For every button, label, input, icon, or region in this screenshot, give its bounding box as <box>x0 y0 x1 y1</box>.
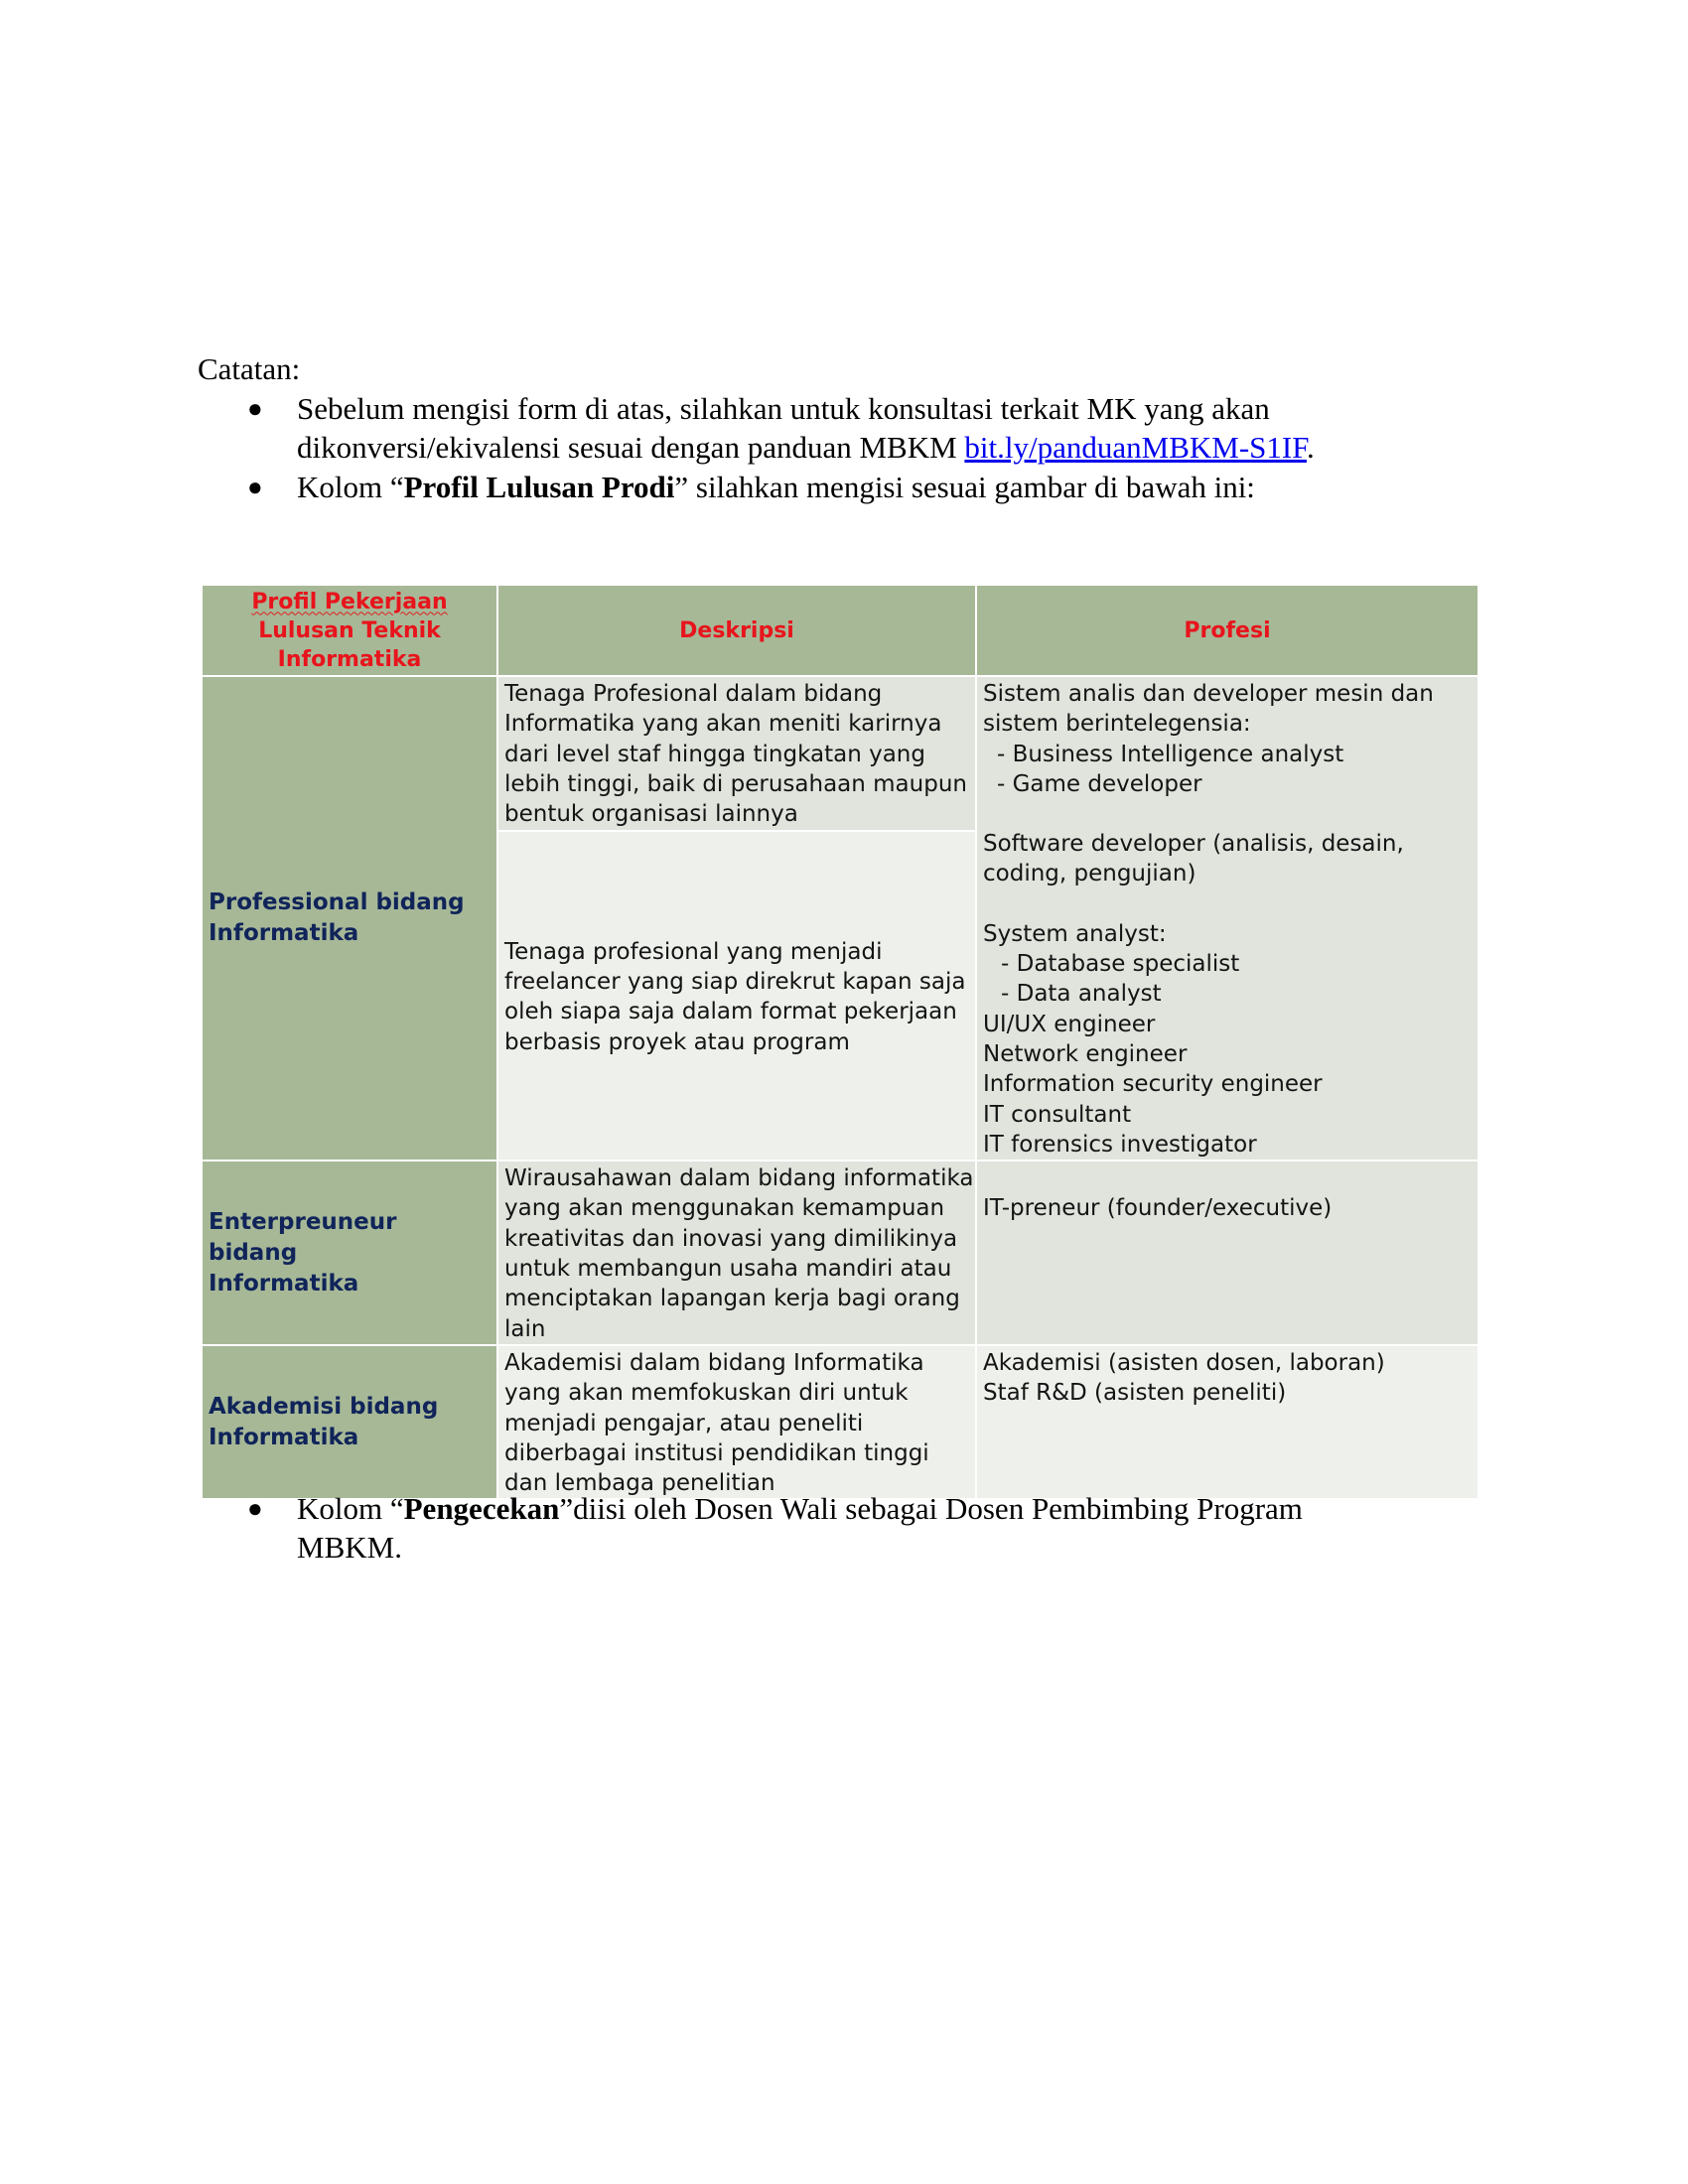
header-col1-line3: Informatika <box>277 646 422 672</box>
bullet-profil-bold: Profil Lulusan Prodi <box>403 470 675 504</box>
category-entrepreneur <box>202 1160 497 1345</box>
profesi-line: - Database specialist <box>1001 951 1240 978</box>
profesi-line: - Data analyst <box>1001 981 1162 1008</box>
notes-bullet-list-bottom <box>198 1489 1469 1567</box>
desc-line: lebih tinggi, baik di perusahaan maupun <box>504 770 967 797</box>
profesi-akademisi <box>976 1345 1478 1499</box>
desc-line: Tenaga profesional yang menjadi <box>504 938 883 965</box>
table-header-row <box>202 585 1478 676</box>
header-col1-line1: Profil Pekerjaan <box>251 589 448 614</box>
profesi-line: Information security engineer <box>983 1071 1323 1098</box>
profesi-line: coding, pengujian) <box>983 861 1196 887</box>
desc-line: oleh siapa saja dalam format pekerjaan <box>504 999 957 1025</box>
desc-line <box>504 709 969 739</box>
profesi-line: IT forensics investigator <box>983 1131 1257 1158</box>
bullet-consultation <box>198 389 1469 467</box>
desc-line: berbasis proyek atau program <box>504 1028 850 1055</box>
category-line: Enterpreuneur bidang <box>209 1208 397 1266</box>
profesi-line: sistem berintelegensia: <box>983 711 1251 738</box>
desc-line: dari level staf hingga tingkatan yang <box>504 741 925 767</box>
profesi-line: - Game developer <box>997 770 1202 797</box>
profesi-line: IT consultant <box>983 1101 1132 1128</box>
desc-professional-1 <box>497 676 976 831</box>
desc-professional-2 <box>497 831 976 1160</box>
table-row <box>202 1160 1478 1345</box>
bullet-profil-lulusan <box>198 468 1469 506</box>
desc-line: untuk membangun usaha mandiri atau <box>504 1256 952 1283</box>
desc-line: diberbagai institusi pendidikan tinggi <box>504 1439 929 1466</box>
bullet-dot-icon: ● <box>247 1494 263 1523</box>
desc-line: menjadi pengajar, atau peneliti <box>504 1410 864 1436</box>
header-profil-pekerjaan <box>202 585 497 676</box>
profesi-line: Sistem analis dan developer mesin dan <box>983 681 1434 707</box>
profesi-line: Software developer (analisis, desain, <box>983 831 1404 858</box>
bullet-pengecekan-line2: MBKM. <box>297 1530 402 1565</box>
profil-lulusan-table <box>201 584 1479 1500</box>
desc-line: yang akan memfokuskan diri untuk <box>504 1380 909 1407</box>
bullet-profil-prefix: Kolom “ <box>297 470 404 504</box>
profesi-line: IT-preneur (founder/executive) <box>983 1195 1333 1222</box>
profesi-line: Akademisi (asisten dosen, laboran) <box>983 1349 1385 1376</box>
bullet-consultation-line2: dikonversi/ekivalensi sesuai dengan panduan MBKM <box>297 430 965 465</box>
bullet-pengecekan-bold: Pengecekan <box>403 1491 560 1526</box>
bullet-pengecekan-suffix: ”diisi oleh Dosen Wali sebagai Dosen Pembimbing Program <box>559 1491 1303 1526</box>
profesi-professional <box>976 676 1478 1160</box>
category-akademisi <box>202 1345 497 1499</box>
bullet-profil-suffix: ” silahkan mengisi sesuai gambar di bawah ini: <box>674 470 1255 504</box>
profesi-line: Network engineer <box>983 1040 1188 1067</box>
desc-line: Akademisi dalam bidang Informatika <box>504 1349 924 1376</box>
desc-line: bentuk organisasi lainnya <box>504 801 798 828</box>
desc-line: Wirausahawan dalam bidang informatika <box>504 1165 974 1192</box>
category-line: Akademisi bidang <box>209 1393 439 1420</box>
desc-line-text: Informatika yang akan meniti karirnya <box>504 711 942 738</box>
profesi-line: System analyst: <box>983 920 1167 947</box>
spacer <box>983 799 1472 829</box>
desc-line: dan lembaga penelitian <box>504 1470 775 1497</box>
table-row <box>202 676 1478 831</box>
header-deskripsi: Deskripsi <box>497 585 976 676</box>
notes-title: Catatan: <box>198 351 301 386</box>
profesi-entrepreneur <box>976 1160 1478 1345</box>
profesi-line: - Business Intelligence analyst <box>997 741 1344 767</box>
bullet-dot-icon: ● <box>247 394 263 423</box>
spacer <box>983 1163 1472 1193</box>
table-row <box>202 1345 1478 1499</box>
category-professional <box>202 676 497 1160</box>
bullet-consultation-line1: Sebelum mengisi form di atas, silahkan untuk konsultasi terkait MK yang akan <box>297 391 1270 426</box>
bullet-pengecekan-prefix: Kolom “ <box>297 1491 404 1526</box>
spacer <box>983 889 1472 919</box>
desc-line: kreativitas dan inovasi yang dimilikinya <box>504 1225 958 1252</box>
desc-line: lain <box>504 1315 546 1342</box>
desc-line: yang akan menggunakan kemampuan <box>504 1195 945 1222</box>
desc-line: menciptakan lapangan kerja bagi orang <box>504 1286 960 1312</box>
desc-akademisi <box>497 1345 976 1499</box>
category-line: Informatika <box>209 920 359 947</box>
panduan-mbkm-link[interactable]: bit.ly/panduanMBKM-S1IF <box>964 430 1307 465</box>
bullet-consultation-suffix: . <box>1306 430 1315 465</box>
category-line: Informatika <box>209 1424 359 1450</box>
bullet-dot-icon: ● <box>247 473 263 501</box>
category-line: Informatika <box>209 1270 359 1297</box>
header-col1-line2: Lulusan Teknik <box>258 617 441 643</box>
category-line: Professional bidang <box>209 889 465 916</box>
desc-line: Tenaga Profesional dalam bidang <box>504 681 883 707</box>
desc-entrepreneur <box>497 1160 976 1345</box>
profesi-line: Staf R&D (asisten peneliti) <box>983 1380 1287 1407</box>
desc-line: freelancer yang siap direkrut kapan saja <box>504 968 966 995</box>
bullet-pengecekan <box>198 1489 1469 1567</box>
header-profesi: Profesi <box>976 585 1478 676</box>
profesi-line: UI/UX engineer <box>983 1011 1156 1037</box>
notes-bullet-list <box>198 389 1469 506</box>
